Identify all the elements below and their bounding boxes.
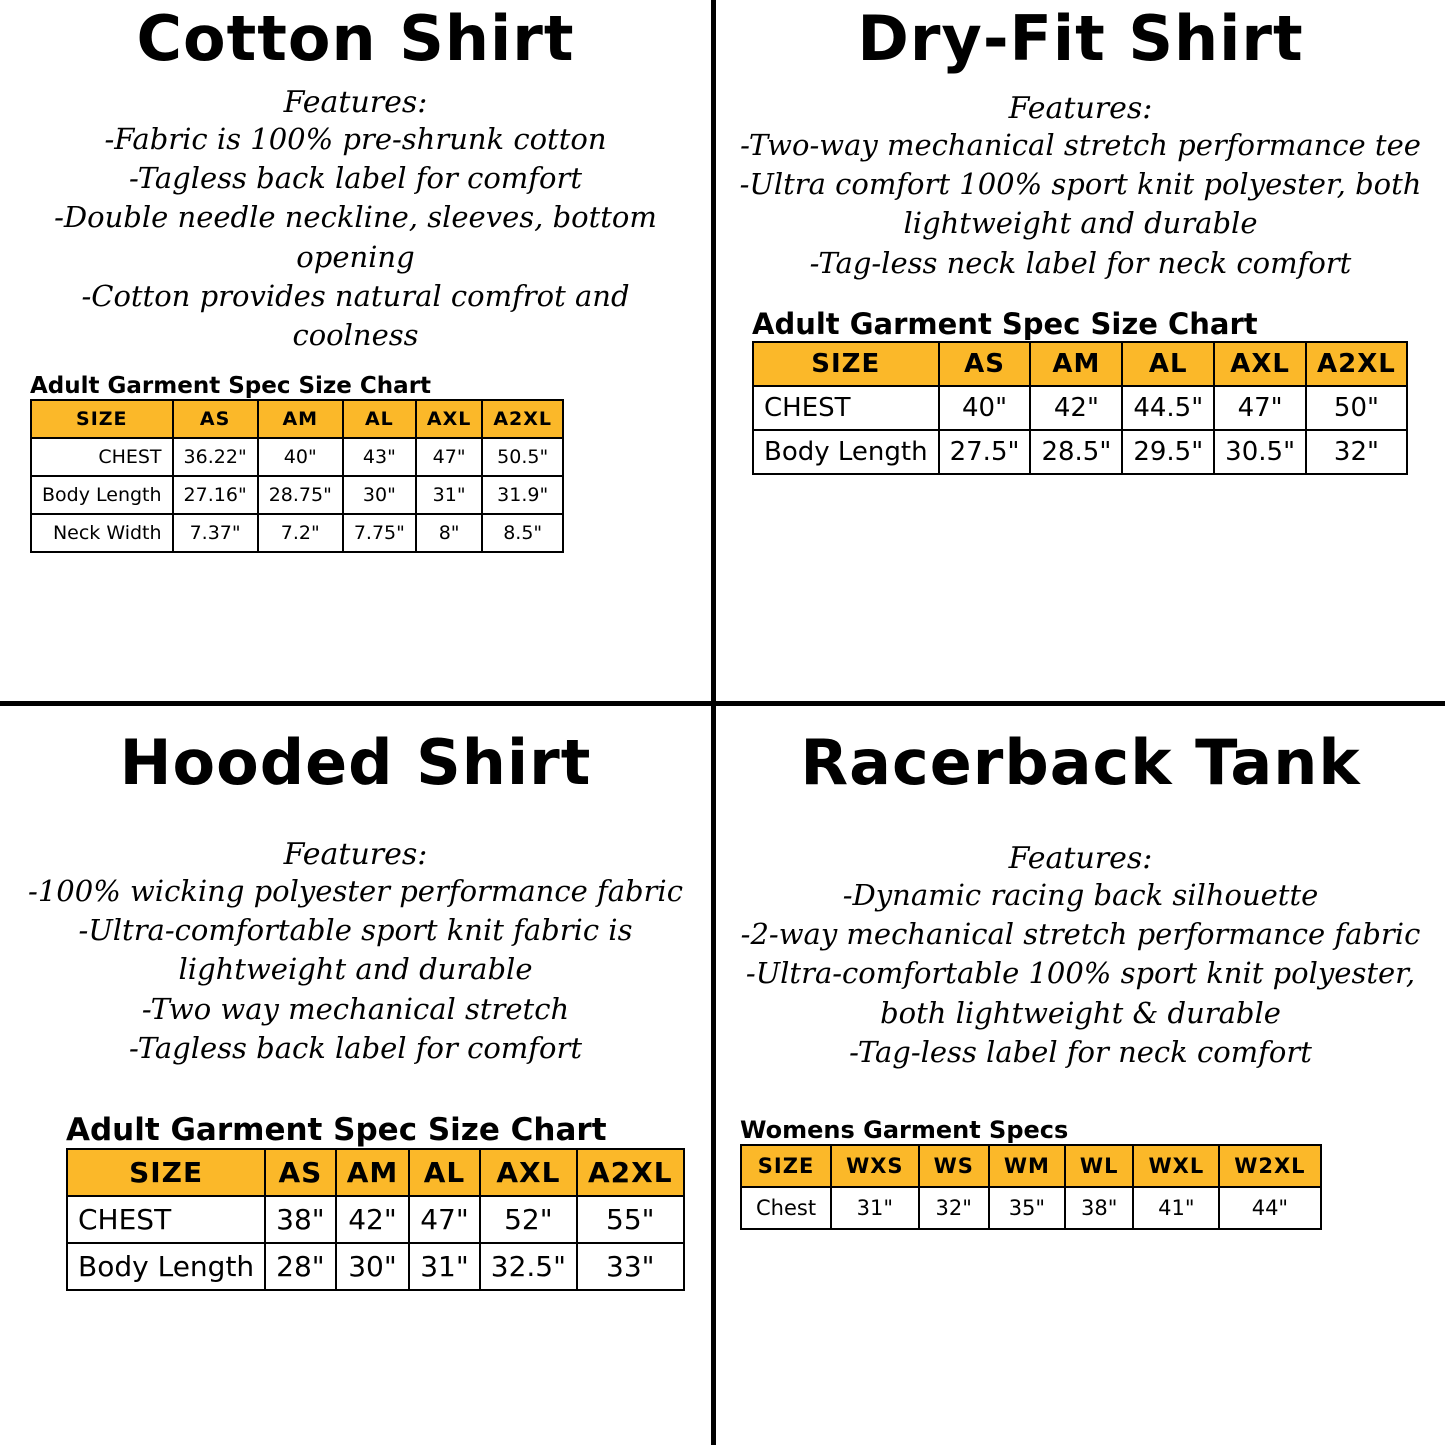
feature-item: -Ultra-comfortable 100% sport knit polyester, both lightweight & durable: [745, 956, 1416, 1030]
spec-table: [740, 1144, 1322, 1230]
features-label: Features:: [1008, 91, 1153, 127]
column-header: SIZE: [67, 1149, 265, 1196]
feature-item: -Ultra comfort 100% sport knit polyester, both lightweight and durable: [739, 167, 1422, 241]
feature-item: -Tag-less neck label for neck comfort: [809, 245, 1352, 280]
column-header: AS: [173, 400, 258, 438]
cell: 28.5": [1030, 430, 1122, 474]
cell: 38": [265, 1196, 336, 1243]
column-header: AL: [1122, 342, 1214, 386]
column-header: WL: [1065, 1145, 1134, 1187]
cell: 42": [1030, 386, 1122, 430]
table-row: [31, 438, 563, 476]
column-header: WXS: [831, 1145, 918, 1187]
cell: 44.5": [1122, 386, 1214, 430]
spec-chart-label: Adult Garment Spec Size Chart: [30, 372, 432, 399]
cell: 47": [409, 1196, 480, 1243]
cell: 42": [336, 1196, 410, 1243]
cell: 36.22": [173, 438, 258, 476]
table-header-row: [741, 1145, 1321, 1187]
feature-item: -Double needle neckline, sleeves, bottom opening: [54, 200, 657, 274]
spec-chart: [740, 1116, 1445, 1230]
table-row: [753, 386, 1407, 430]
cell: 31": [416, 476, 482, 514]
spec-table: [66, 1148, 685, 1291]
features-list: [716, 126, 1445, 283]
feature-item: -Two-way mechanical stretch performance tee: [740, 128, 1421, 163]
cell: 38": [1065, 1187, 1134, 1229]
feature-item: -Tag-less label for neck comfort: [849, 1034, 1312, 1069]
cell: 31": [409, 1243, 480, 1290]
panel-title: Dry-Fit Shirt: [857, 2, 1304, 75]
cell: 41": [1133, 1187, 1219, 1229]
panel-title: Racerback Tank: [800, 726, 1361, 799]
cell: 30": [336, 1243, 410, 1290]
cell: 33": [577, 1243, 684, 1290]
column-header: SIZE: [31, 400, 173, 438]
spec-chart-label: Adult Garment Spec Size Chart: [66, 1111, 607, 1148]
cell: 40": [258, 438, 343, 476]
cell: 32": [1306, 430, 1407, 474]
cell: 8": [416, 514, 482, 552]
spec-chart: [752, 307, 1445, 475]
column-header: W2XL: [1219, 1145, 1320, 1187]
table-row: [741, 1187, 1321, 1229]
column-header: AM: [258, 400, 343, 438]
spec-table: [30, 399, 564, 553]
row-label: CHEST: [31, 438, 173, 476]
features-list: [0, 120, 711, 355]
spec-chart: [30, 373, 711, 553]
table-header-row: [753, 342, 1407, 386]
spec-chart-label: Adult Garment Spec Size Chart: [752, 306, 1258, 341]
row-label: Body Length: [753, 430, 939, 474]
cell: 27.16": [173, 476, 258, 514]
cell: 28": [265, 1243, 336, 1290]
cell: 35": [989, 1187, 1065, 1229]
cell: 31": [831, 1187, 918, 1229]
column-header: AL: [343, 400, 416, 438]
spec-table: [752, 341, 1408, 475]
panel-hooded-shirt: [0, 706, 716, 1445]
column-header: A2XL: [1306, 342, 1407, 386]
column-header: AXL: [416, 400, 482, 438]
column-header: WS: [919, 1145, 989, 1187]
table-row: [753, 430, 1407, 474]
cell: 31.9": [482, 476, 563, 514]
features-label: Features:: [1008, 841, 1153, 877]
row-label: CHEST: [67, 1196, 265, 1243]
table-row: [67, 1196, 684, 1243]
cell: 43": [343, 438, 416, 476]
feature-item: -2-way mechanical stretch performance fabric: [740, 917, 1421, 952]
table-header-row: [31, 400, 563, 438]
cell: 7.37": [173, 514, 258, 552]
column-header: A2XL: [577, 1149, 684, 1196]
row-label: Chest: [741, 1187, 831, 1229]
table-row: [31, 514, 563, 552]
table-row: [67, 1243, 684, 1290]
cell: 7.75": [343, 514, 416, 552]
column-header: WM: [989, 1145, 1065, 1187]
cell: 55": [577, 1196, 684, 1243]
table-row: [31, 476, 563, 514]
column-header: AS: [265, 1149, 336, 1196]
spec-chart: [66, 1112, 711, 1291]
cell: 8.5": [482, 514, 563, 552]
panel-title: Cotton Shirt: [136, 2, 575, 75]
cell: 30.5": [1214, 430, 1306, 474]
column-header: SIZE: [753, 342, 939, 386]
column-header: WXL: [1133, 1145, 1219, 1187]
column-header: A2XL: [482, 400, 563, 438]
feature-item: -Tagless back label for comfort: [129, 1030, 582, 1065]
table-header-row: [67, 1149, 684, 1196]
cell: 44": [1219, 1187, 1320, 1229]
cell: 52": [480, 1196, 577, 1243]
features-label: Features:: [283, 837, 428, 873]
feature-item: -Fabric is 100% pre-shrunk cotton: [104, 122, 607, 157]
cell: 27.5": [939, 430, 1031, 474]
panel-racerback-tank: [716, 706, 1445, 1445]
cell: 40": [939, 386, 1031, 430]
features-list: [0, 872, 711, 1068]
features-label: Features:: [283, 85, 428, 121]
cell: 50": [1306, 386, 1407, 430]
features-list: [716, 876, 1445, 1072]
column-header: AXL: [480, 1149, 577, 1196]
cell: 7.2": [258, 514, 343, 552]
column-header: SIZE: [741, 1145, 831, 1187]
cell: 32.5": [480, 1243, 577, 1290]
cell: 29.5": [1122, 430, 1214, 474]
feature-item: -100% wicking polyester performance fabric: [28, 874, 683, 909]
cell: 47": [416, 438, 482, 476]
cell: 28.75": [258, 476, 343, 514]
column-header: AM: [336, 1149, 410, 1196]
panel-title: Hooded Shirt: [119, 726, 592, 799]
row-label: CHEST: [753, 386, 939, 430]
panel-cotton-shirt: [0, 0, 716, 706]
cell: 30": [343, 476, 416, 514]
feature-item: -Two way mechanical stretch: [141, 991, 570, 1026]
feature-item: -Dynamic racing back silhouette: [842, 878, 1319, 913]
column-header: AM: [1030, 342, 1122, 386]
spec-chart-label: Womens Garment Specs: [740, 1115, 1069, 1144]
column-header: AXL: [1214, 342, 1306, 386]
panel-dry-fit-shirt: [716, 0, 1445, 706]
cell: 50.5": [482, 438, 563, 476]
cell: 32": [919, 1187, 989, 1229]
feature-item: -Cotton provides natural comfrot and coolness: [81, 278, 630, 352]
cell: 47": [1214, 386, 1306, 430]
row-label: Neck Width: [31, 514, 173, 552]
feature-item: -Tagless back label for comfort: [129, 161, 582, 196]
column-header: AL: [409, 1149, 480, 1196]
column-header: AS: [939, 342, 1031, 386]
row-label: Body Length: [31, 476, 173, 514]
feature-item: -Ultra-comfortable sport knit fabric is lightweight and durable: [78, 913, 633, 987]
row-label: Body Length: [67, 1243, 265, 1290]
